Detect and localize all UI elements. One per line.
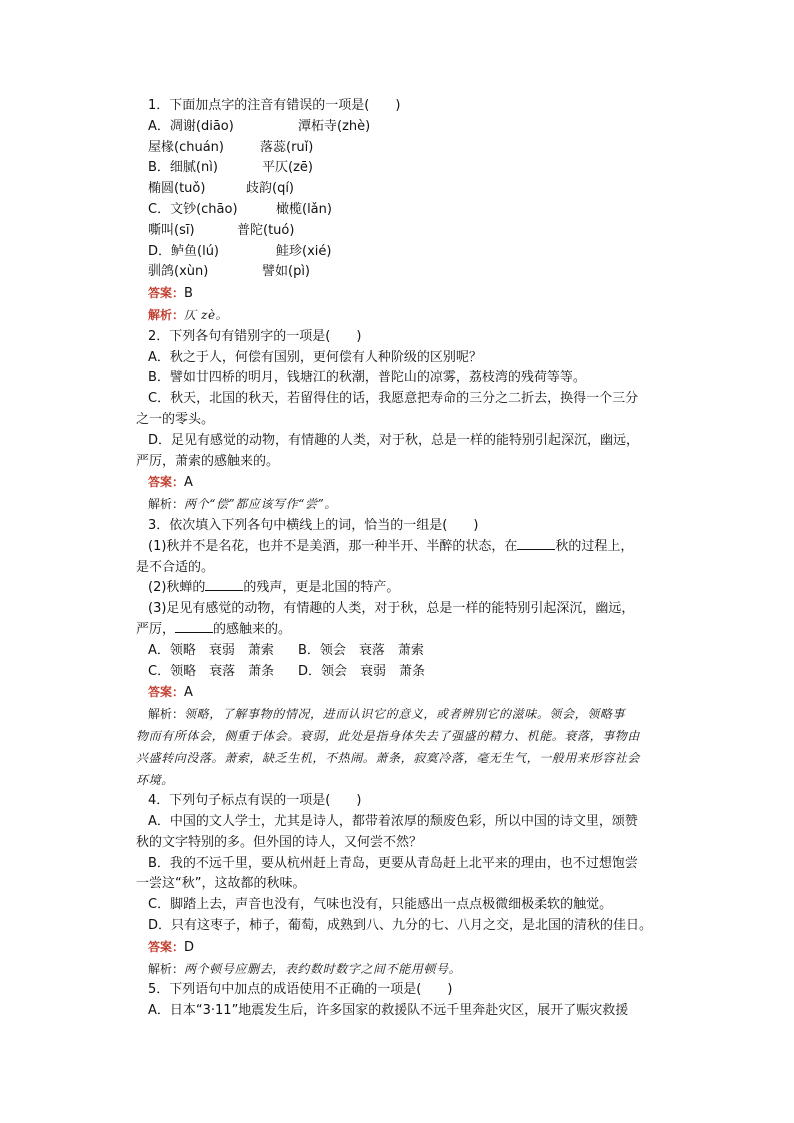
q4-option-d: D．只有这枣子，柿子，葡萄，成熟到八、九分的七、八月之交，是北国的清秋的佳日。: [148, 918, 653, 934]
q3-explanation-2: 物而有所体会，侧重于体会。衰弱，此处是指身体失去了强盛的精力、机能。衰落，事物由: [136, 728, 641, 743]
q3-stem: 3．依次填入下列各句中横线上的词，恰当的一组是( ): [148, 517, 479, 533]
q4-answer: 答案：D: [148, 939, 195, 955]
q2-option-c: C．秋天，北国的秋天，若留得住的话，我愿意把寿命的三分之二折去，换得一个三分: [148, 391, 639, 407]
q4-option-b: B．我的不远千里，要从杭州赶上青岛，更要从青岛赶上北平来的理由，也不过想饱尝: [148, 855, 638, 871]
q2-answer: 答案：A: [148, 475, 193, 491]
q1-row-c: C．文钞(chāo) 橄榄(lǎn): [148, 201, 332, 217]
q1-answer: 答案：B: [148, 286, 193, 302]
q1-row-c2: 嘶叫(sī) 普陀(tuó): [148, 222, 295, 238]
q2-explanation: 解析：两个“偿”都应该写作“尝”。: [148, 497, 337, 512]
q4-explanation: 解析：两个顿号应删去，表约数时数字之间不能用顿号。: [148, 961, 462, 976]
q1-row-d: D．鲈鱼(lú) 鲑珍(xié): [148, 243, 332, 259]
q4-option-c: C．脚踏上去，声音也没有，气味也没有，只能感出一点点极微细极柔软的触觉。: [148, 897, 613, 913]
q4-option-b-cont: 一尝这“秋”，这故都的秋味。: [136, 876, 306, 892]
q2-option-a: A．秋之于人，何偿有国别，更何偿有人种阶级的区别呢？: [148, 349, 482, 365]
q2-stem: 2．下列各句有错别字的一项是( ): [148, 328, 362, 344]
q2-option-b: B．譬如廿四桥的明月，钱塘江的秋潮，普陀山的凉雾，荔枝湾的残荷等等。: [148, 370, 586, 386]
q1-row-b: B．细腻(nì) 平仄(zē): [148, 160, 313, 176]
q3-sentence-3-cont: 严厉， 的感触来的。: [136, 621, 292, 637]
q3-blank-2: [205, 578, 243, 591]
q1-row-b2: 椭圆(tuǒ) 歧韵(qí): [148, 181, 295, 197]
q1-stem: 1．下面加点字的注音有错误的一项是( ): [148, 98, 401, 113]
q3-answer: 答案：A: [148, 685, 193, 701]
q4-option-a: A．中国的文人学士，尤其是诗人，都带着浓厚的颓废色彩，所以中国的诗文里，颂赞: [148, 814, 638, 830]
q3-explanation-3: 兴盛转向没落。萧索，缺乏生机，不热闹。萧条，寂寞冷落，毫无生气，一般用来形容社会: [136, 750, 641, 765]
q5-option-a: A．日本“3·11”地震发生后，许多国家的救援队不远千里奔赴灾区，展开了赈灾救援: [148, 1003, 629, 1019]
q3-blank-1: [517, 537, 555, 550]
q3-sentence-3: (3)足见有感觉的动物，有情趣的人类，对于秋，总是一样的能特别引起深沉，幽远，: [148, 601, 635, 617]
q3-options-cd: C．领略 衰落 萧条 D．领会 衰弱 萧条: [148, 663, 426, 679]
question-page: [136, 96, 678, 1022]
q2-option-c-cont: 之一的零头。: [136, 411, 215, 427]
q3-sentence-1: (1)秋并不是名花，也并不是美酒，那一种半开、半醉的状态，在 秋的过程上，: [148, 538, 634, 554]
q1-row-a: A．凋谢(diāo) 潭柘寺(zhè): [148, 118, 371, 134]
q3-sentence-1-cont: 是不合适的。: [136, 559, 215, 575]
q1-explanation: 解析：仄 zè。: [148, 307, 229, 322]
q3-blank-3: [175, 620, 213, 633]
q2-option-d-cont: 严厉，萧索的感触来的。: [136, 453, 280, 469]
q4-option-a-cont: 秋的文字特别的多。但外国的诗人，又何尝不然？: [136, 834, 423, 850]
q3-explanation-4: 环境。: [136, 772, 174, 787]
q1-row-d2: 驯鸽(xùn) 譬如(pì): [148, 264, 311, 280]
q1-row-a2: 屋椽(chuán) 落蕊(ruǐ): [148, 139, 314, 155]
q3-explanation-1: 解析：领略，了解事物的情况，进而认识它的意义，或者辨别它的滋味。领会，领略事: [148, 707, 626, 722]
q3-options-ab: A．领略 衰弱 萧索 B．领会 衰落 萧索: [148, 642, 424, 658]
q5-stem: 5．下列语句中加点的成语使用不正确的一项是( ): [148, 982, 453, 998]
q3-sentence-2: (2)秋蝉的 的残声，更是北国的特产。: [148, 580, 400, 596]
q2-option-d: D．足见有感觉的动物，有情趣的人类，对于秋，总是一样的能特别引起深沉，幽远，: [148, 432, 640, 448]
q4-stem: 4．下列句子标点有误的一项是( ): [148, 793, 362, 809]
